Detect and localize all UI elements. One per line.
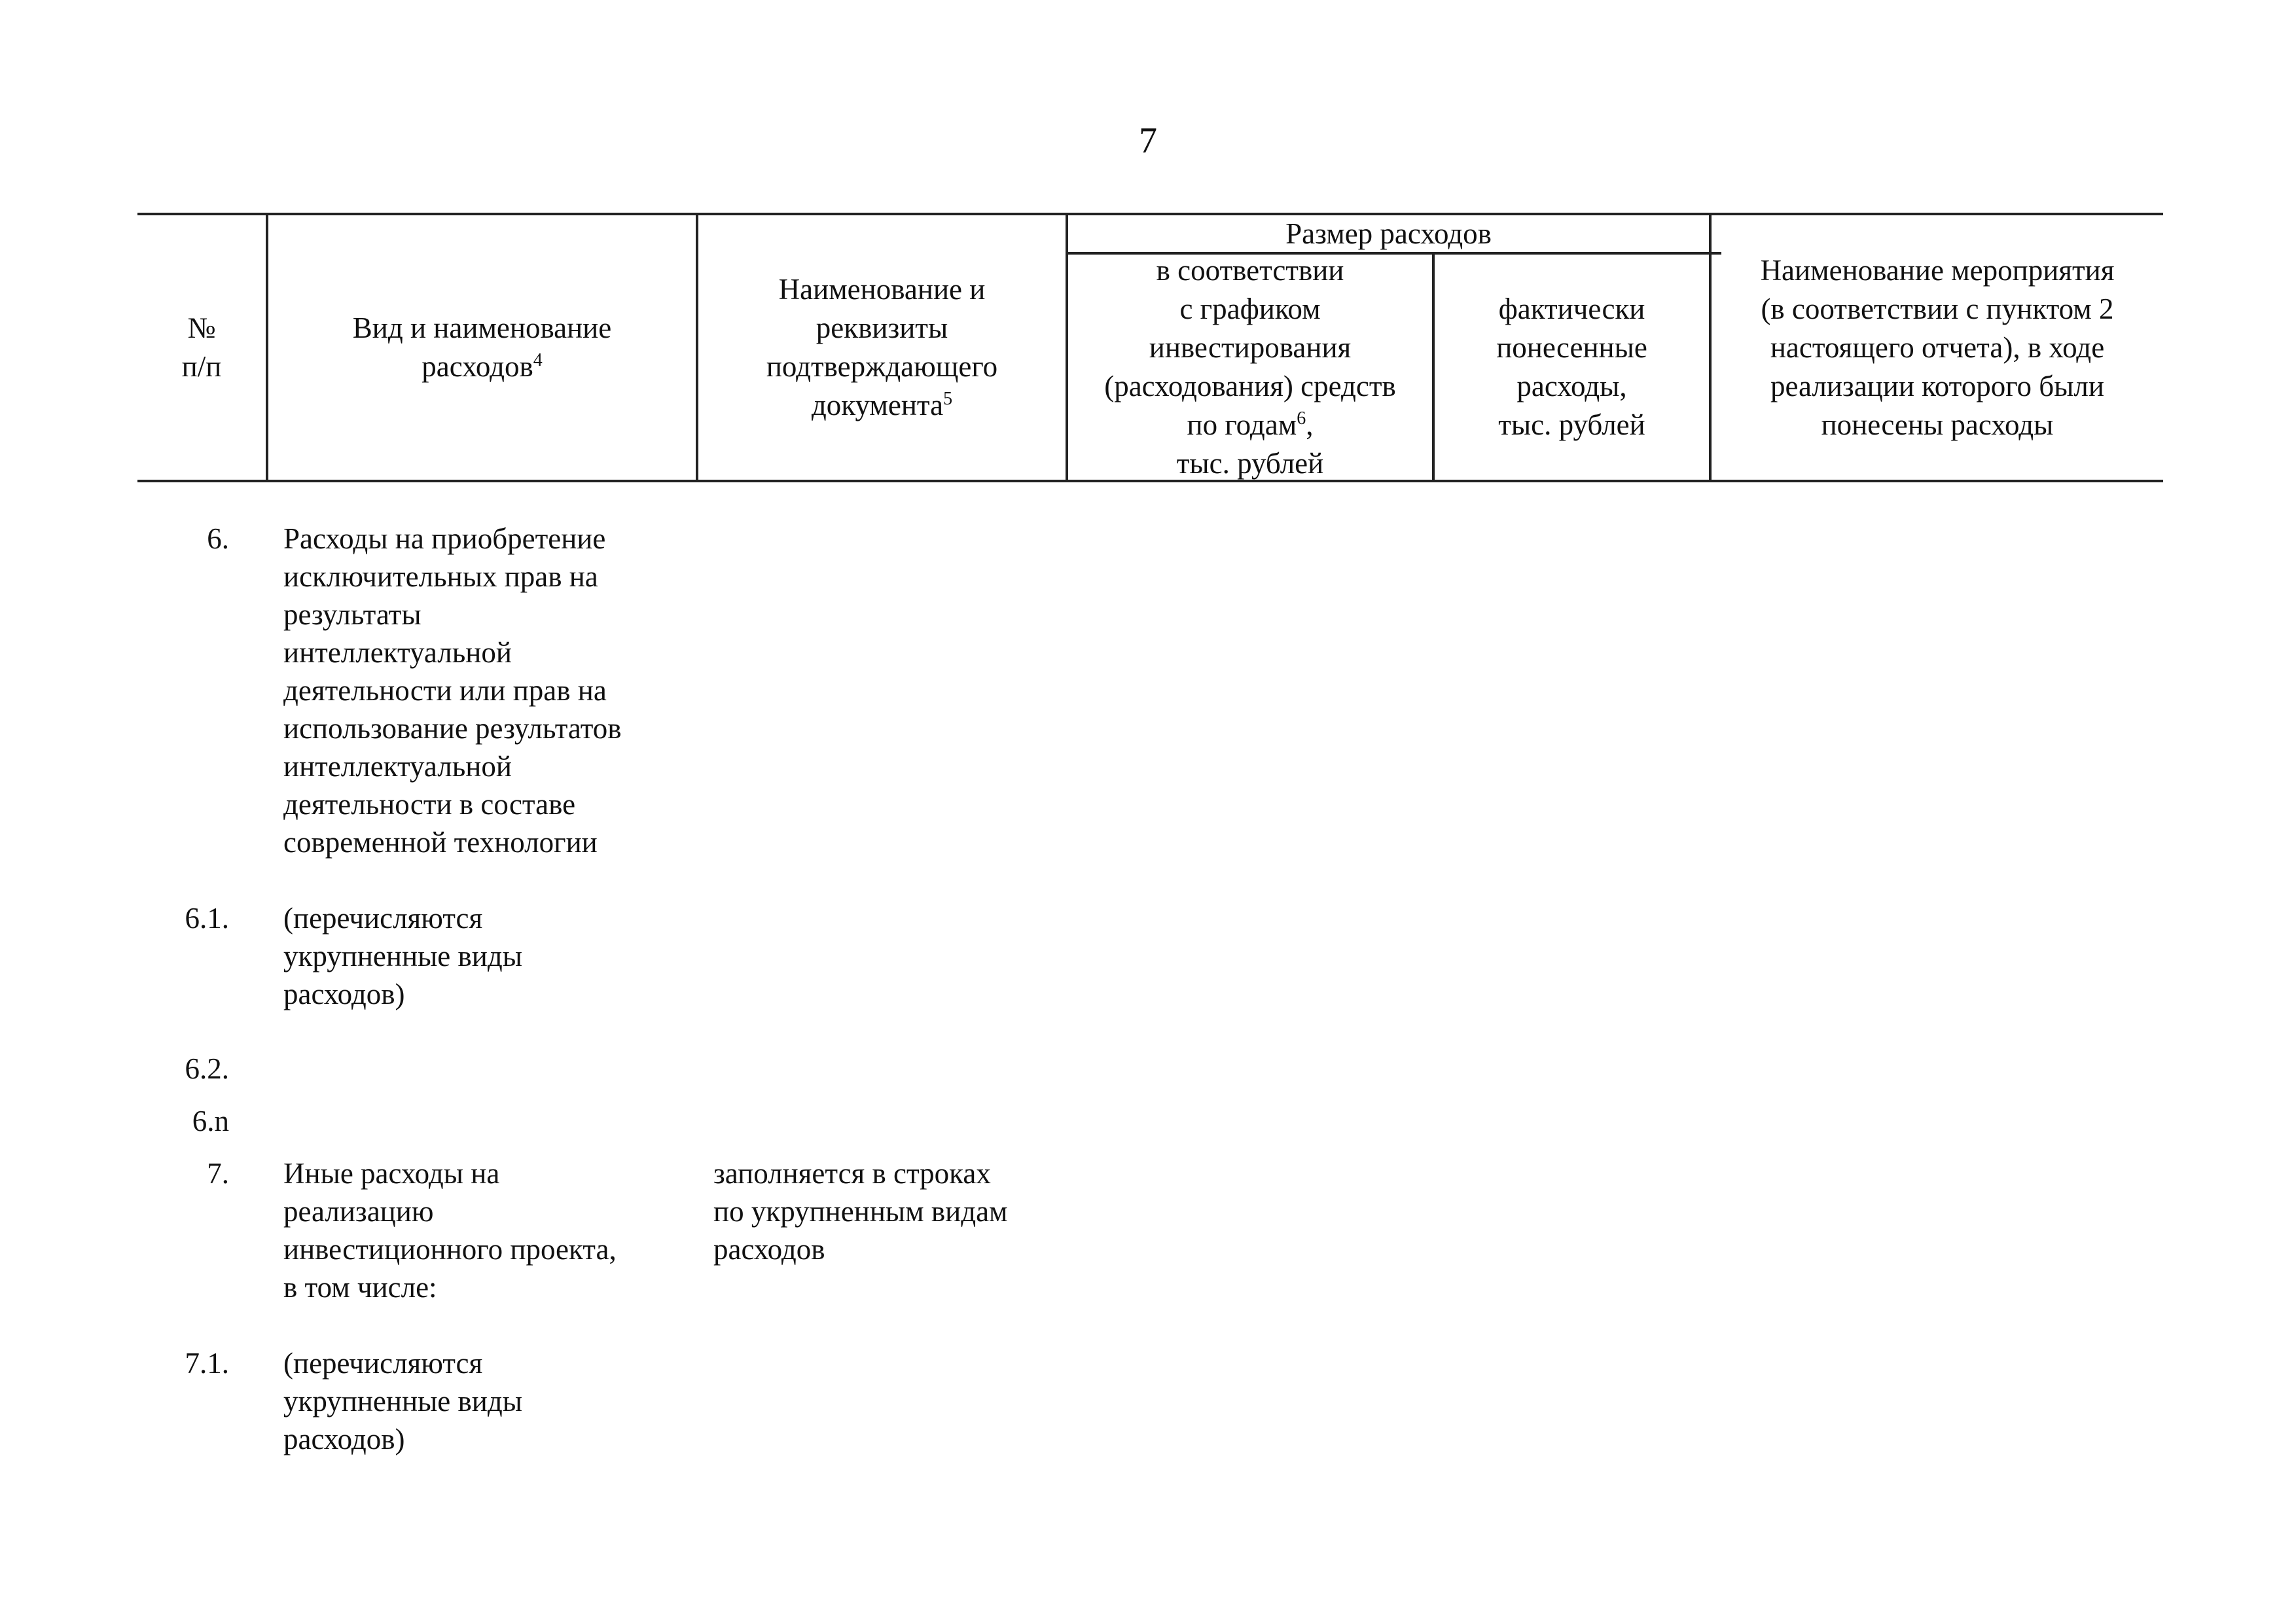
row-number: 6.1. xyxy=(185,902,229,935)
header-col-expense-type xyxy=(268,215,696,480)
header-col-document-text: Наименование и реквизиты подтверждающего документа xyxy=(766,273,998,421)
row-number: 6. xyxy=(207,522,229,555)
header-col-schedule-text: в соответствии с графиком инвестирования (расходования) средств по годам xyxy=(1104,254,1396,441)
header-col-schedule xyxy=(1068,255,1432,480)
footnote-4-mark: 4 xyxy=(533,350,543,370)
header-col-event: Наименование мероприятия (в соответствии с пунктом 2 настоящего отчета), в ходе реализации которого были понесены расходы xyxy=(1760,253,2115,441)
header-col-actual: фактически понесенные расходы, тыс. рублей xyxy=(1496,293,1647,441)
header-col-schedule-unit: , тыс. рублей xyxy=(1176,408,1324,480)
header-col-document xyxy=(698,215,1066,480)
header-col-number: № п/п xyxy=(181,312,222,383)
row-number: 7. xyxy=(207,1157,229,1190)
row-number: 6.n xyxy=(192,1105,229,1137)
header-col-size-group: Размер расходов xyxy=(1285,217,1492,250)
row-number: 7.1. xyxy=(185,1347,229,1380)
page-number: 7 xyxy=(1139,120,1157,161)
row-document-note: заполняется в строках по укрупненным видам расходов xyxy=(713,1157,1008,1266)
row-description: (перечисляются укрупненные виды расходов) xyxy=(283,902,522,1010)
row-description: Расходы на приобретение исключительных прав на результаты интеллектуальной деятельности или прав на использование результатов интеллектуальной деятельности в составе современной технологии xyxy=(283,522,622,859)
footnote-5-mark: 5 xyxy=(943,389,953,409)
row-description: (перечисляются укрупненные виды расходов) xyxy=(283,1347,522,1455)
row-number: 6.2. xyxy=(185,1052,229,1085)
row-description: Иные расходы на реализацию инвестиционного проекта, в том числе: xyxy=(283,1157,617,1304)
header-col-expense-type-text: Вид и наименование расходов xyxy=(352,312,612,383)
footnote-6-mark: 6 xyxy=(1297,408,1306,429)
